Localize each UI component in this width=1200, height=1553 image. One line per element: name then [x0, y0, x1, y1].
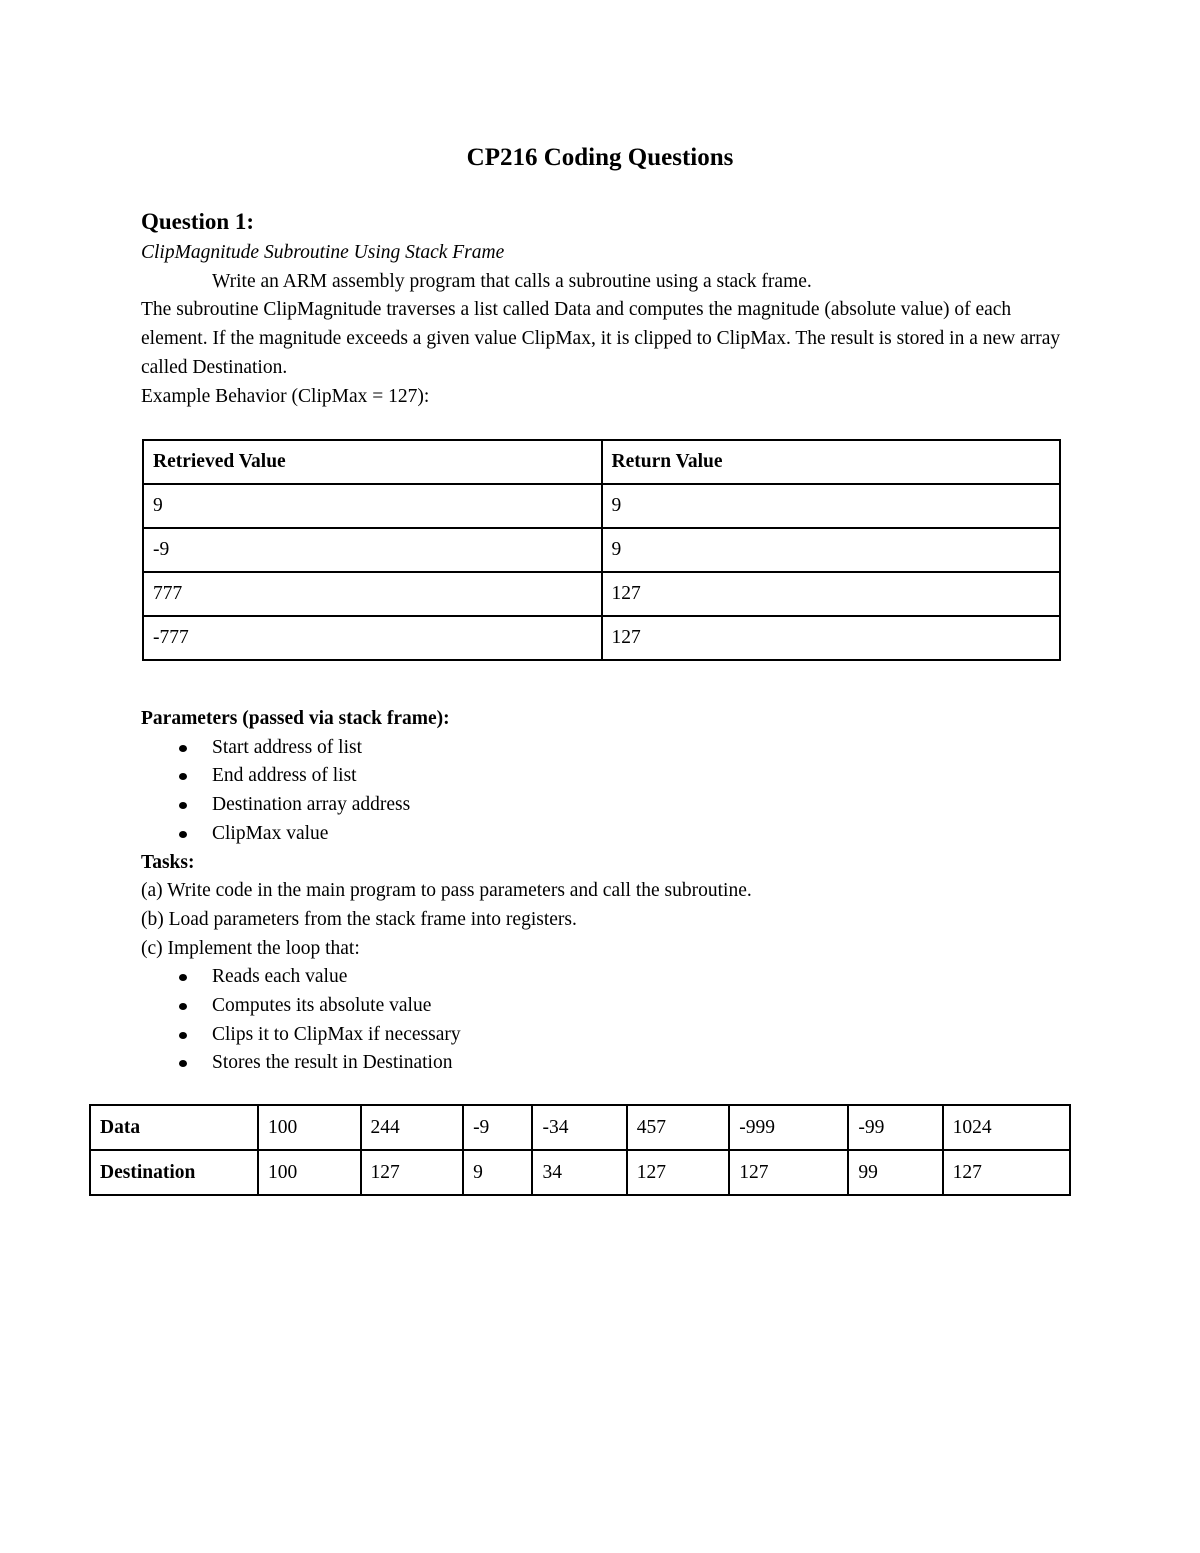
task-a: (a) Write code in the main program to pass parameters and call the subroutine.: [141, 880, 752, 902]
table-cell: 127: [361, 1150, 464, 1195]
list-item-text: Start address of list: [212, 736, 363, 758]
table-row-data: [90, 1105, 1070, 1150]
table-cell: 9: [143, 484, 602, 528]
table-cell: -999: [729, 1105, 848, 1150]
table-cell: 127: [729, 1150, 848, 1195]
list-item-text: ClipMax value: [212, 822, 329, 844]
list-item: [212, 762, 1071, 791]
data-destination-table: [89, 1104, 1071, 1196]
list-item-text: Stores the result in Destination: [212, 1052, 453, 1074]
row-header-destination: Destination: [90, 1150, 258, 1195]
bullet-icon: [179, 773, 187, 780]
table-cell: -777: [143, 616, 602, 660]
parameters-and-tasks: [141, 705, 1071, 1078]
table-cell: 777: [143, 572, 602, 616]
bullet-icon: [179, 831, 187, 838]
list-item: [212, 1049, 1071, 1078]
task-c: (c) Implement the loop that:: [141, 937, 360, 959]
column-header-retrieved: Retrieved Value: [143, 440, 602, 484]
list-item-text: Clips it to ClipMax if necessary: [212, 1023, 461, 1045]
table-cell: 9: [602, 484, 1061, 528]
list-item: [212, 820, 1071, 849]
table-cell: 127: [602, 616, 1061, 660]
task-b: (b) Load parameters from the stack frame into registers.: [141, 908, 577, 930]
row-header-data: Data: [90, 1105, 258, 1150]
table-row: [143, 616, 1060, 660]
bullet-icon: [179, 802, 187, 809]
question-body: [141, 239, 1071, 411]
example-behavior-table: [142, 439, 1061, 661]
bullet-icon: [179, 1032, 187, 1039]
list-item-text: End address of list: [212, 765, 357, 787]
table-cell: 127: [943, 1150, 1070, 1195]
list-item-text: Computes its absolute value: [212, 995, 432, 1017]
parameters-list: [141, 734, 1071, 849]
table-cell: 99: [848, 1150, 942, 1195]
table-row: [143, 528, 1060, 572]
list-item: [212, 734, 1071, 763]
table-cell: 1024: [943, 1105, 1070, 1150]
table-cell: -99: [848, 1105, 942, 1150]
loop-steps-list: [141, 963, 1071, 1078]
table-cell: 9: [602, 528, 1061, 572]
table-cell: 34: [532, 1150, 626, 1195]
question-heading: Question 1:: [141, 209, 255, 234]
list-item: [212, 1021, 1071, 1050]
bullet-icon: [179, 1003, 187, 1010]
table-cell: 457: [627, 1105, 730, 1150]
table-cell: 127: [627, 1150, 730, 1195]
table-row-destination: [90, 1150, 1070, 1195]
parameters-heading: Parameters (passed via stack frame):: [141, 708, 450, 729]
bullet-icon: [179, 1060, 187, 1067]
table-row: [143, 484, 1060, 528]
list-item: [212, 992, 1071, 1021]
table-row: [143, 572, 1060, 616]
question-description: The subroutine ClipMagnitude traverses a list called Data and computes the magnitude (absolute value) of each element. If the magnitude exceeds a given value ClipMax, it is clipped to ClipMax. The result is stored in a new array called Destination.: [141, 299, 1061, 378]
table-cell: 9: [463, 1150, 532, 1195]
table-header-row: [143, 440, 1060, 484]
bullet-icon: [179, 745, 187, 752]
column-header-return: Return Value: [602, 440, 1061, 484]
table-cell: 100: [258, 1150, 361, 1195]
table-cell: 100: [258, 1105, 361, 1150]
table-cell: -9: [143, 528, 602, 572]
bullet-icon: [179, 974, 187, 981]
table-cell: -34: [532, 1105, 626, 1150]
question-intro: Write an ARM assembly program that calls a subroutine using a stack frame.: [212, 270, 812, 292]
list-item-text: Destination array address: [212, 794, 411, 816]
table-cell: 127: [602, 572, 1061, 616]
tasks-heading: Tasks:: [141, 851, 195, 873]
list-item-text: Reads each value: [212, 966, 348, 988]
table-cell: 244: [361, 1105, 464, 1150]
table-cell: -9: [463, 1105, 532, 1150]
list-item: [212, 963, 1071, 992]
list-item: [212, 791, 1071, 820]
question-subtitle: ClipMagnitude Subroutine Using Stack Frame: [141, 242, 505, 263]
page-title: CP216 Coding Questions: [466, 144, 734, 171]
example-label: Example Behavior (ClipMax = 127):: [141, 385, 430, 407]
